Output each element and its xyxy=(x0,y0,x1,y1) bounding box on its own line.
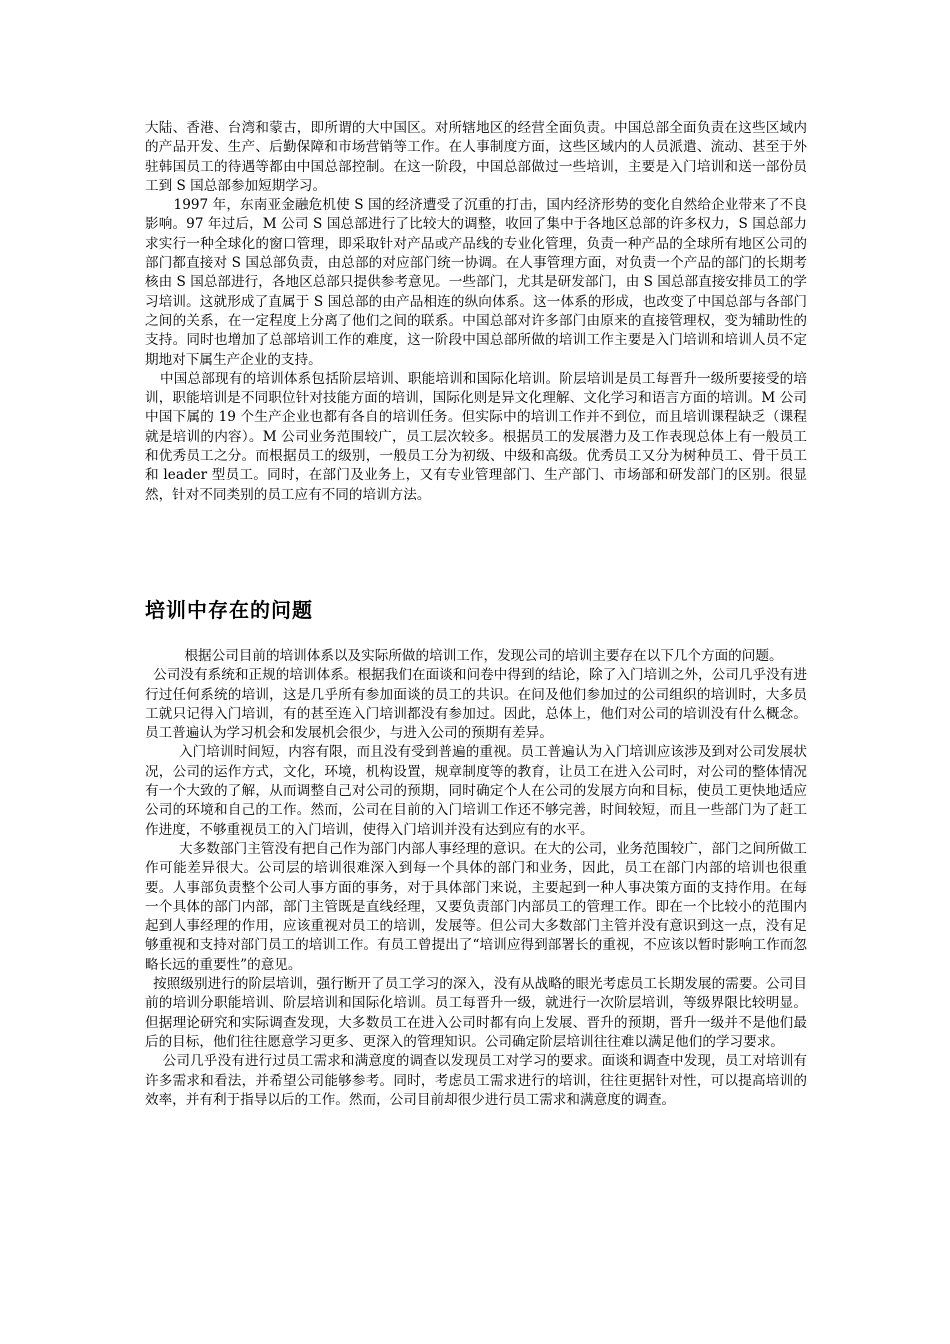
text-section-1 xyxy=(145,119,807,505)
section-heading: 培训中存在的问题 xyxy=(145,598,313,622)
paragraph: 公司几乎没有进行过员工需求和满意度的调查以发现员工对学习的要求。面谈和调查中发现，员工对培训有许多需求和看法，并希望公司能够参考。同时，考虑员工需求进行的培训，往往更据针对性，可以提高培训的效率，并有利于指导以后的工作。然而，公司目前却很少进行员工需求和满意度的调查。 xyxy=(145,1053,807,1108)
paragraph: 1997 年，东南亚金融危机使 S 国的经济遭受了沉重的打击，国内经济形势的变化自然给企业带来了不良影响。97 年过后，M 公司 S 国总部进行了比较大的调整，收回了集中于各地区总部的许多权力，S 国总部力求实行一种全球化的窗口管理，即采取针对产品或产品线的专业化管理，负责一种产品的全球所有地区公司的部门都直接对 S 国总部负责，由总部的对应部门统一协调。在人事管理方面，对负责一个产品的部门的长期考核由 S 国总部进行，各地区总部只提供参考意见。一些部门，尤其是研发部门，由 S 国总部直接安排员工的学习培训。这就形成了直属于 S 国总部的由产品相连的纵向体系。这一体系的形成，也改变了中国总部与各部门之间的关系，在一定程度上分离了他们之间的联系。中国总部对许多部门由原来的直接管理权，变为辅助性的支持。同时也增加了总部培训工作的难度，这一阶段中国总部所做的培训工作主要是入门培训和培训人员不定期地对下属生产企业的支持。 xyxy=(145,197,807,368)
paragraph: 入门培训时间短，内容有限，而且没有受到普遍的重视。员工普遍认为入门培训应该涉及到对公司发展状况，公司的运作方式，文化，环境，机构设置，规章制度等的教育，让员工在进入公司时，对公司的整体情况有一个大致的了解，从而调整自己对公司的预期，同时确定个人在公司的发展方向和目标，使员工更快地适应公司的环境和自己的工作。然而，公司在目前的入门培训工作还不够完善，时间较短，而且一些部门为了赶工作进度，不够重视员工的入门培训，使得入门培训并没有达到应有的水平。 xyxy=(145,744,807,838)
text-section-2 xyxy=(145,647,807,1110)
paragraph: 大多数部门主管没有把自己作为部门内部人事经理的意识。在大的公司，业务范围较广，部门之间所做工作可能差异很大。公司层的培训很难深入到每一个具体的部门和业务，因此，员工在部门内部的培训也很重要。人事部负责整个公司人事方面的事务，对于具体部门来说，主要起到一种人事决策方面的支持作用。在每一个具体的部门内部，部门主管既是直线经理，又要负责部门内部员工的管理工作。即在一个比较小的范围内起到人事经理的作用，应该重视对员工的培训，发展等。但公司大多数部门主管并没有意识到这一点，没有足够重视和支持对部门员工的培训工作。有员工曾提出了“培训应得到部署长的重视，不应该以暂时影响工作而忽略长远的重要性”的意见。 xyxy=(145,840,807,973)
paragraph: 公司没有系统和正规的培训体系。根据我们在面谈和问卷中得到的结论，除了入门培训之外，公司几乎没有进行过任何系统的培训，这是几乎所有参加面谈的员工的共识。在问及他们参加过的公司组织的培训时，大多员工就只记得入门培训，有的甚至连入门培训都没有参加过。因此，总体上，他们对公司的培训没有什么概念。员工普遍认为学习机会和发展机会很少，与进入公司的预期有差异。 xyxy=(145,667,807,742)
paragraph: 大陆、香港、台湾和蒙古，即所谓的大中国区。对所辖地区的经营全面负责。中国总部全面负责在这些区域内的产品开发、生产、后勤保障和市场营销等工作。在人事制度方面，这些区域内的人员派遣、流动、甚至于外驻韩国员工的待遇等都由中国总部控制。在这一阶段，中国总部做过一些培训，主要是入门培训和送一部份员工到 S 国总部参加短期学习。 xyxy=(145,120,807,194)
paragraph: 按照级别进行的阶层培训，强行断开了员工学习的深入，没有从战略的眼光考虑员工长期发展的需要。公司目前的培训分职能培训、阶层培训和国际化培训。员工每晋升一级，就进行一次阶层培训，等级界限比较明显。但据理论研究和实际调查发现，大多数员工在进入公司时都有向上发展、晋升的预期，晋升一级并不是他们最后的目标，他们往往愿意学习更多、更深入的管理知识。公司确定阶层培训往往难以满足他们的学习要求。 xyxy=(145,976,807,1050)
paragraph: 根据公司目前的培训体系以及实际所做的培训工作，发现公司的培训主要存在以下几个方面的问题。 xyxy=(184,648,783,664)
paragraph: 中国总部现有的培训体系包括阶层培训、职能培训和国际化培训。阶层培训是员工每晋升一级所要接受的培训，职能培训是不同职位针对技能方面的培训，国际化则是异文化理解、文化学习和语言方面的培训。M 公司中国下属的 19 个生产企业也都有各自的培训任务。但实际中的培训工作并不到位，而且培训课程缺乏（课程就是培训的内容）。M 公司业务范围较广，员工层次较多。根据员工的发展潜力及工作表现总体上有一般员工和优秀员工之分。而根据员工的级别，一般员工分为初级、中级和高级。优秀员工又分为树种员工、骨干员工和 leader 型员工。同时，在部门及业务上，又有专业管理部门、生产部门、市场部和研发部门的区别。很显然，针对不同类别的员工应有不同的培训方法。 xyxy=(145,370,807,503)
